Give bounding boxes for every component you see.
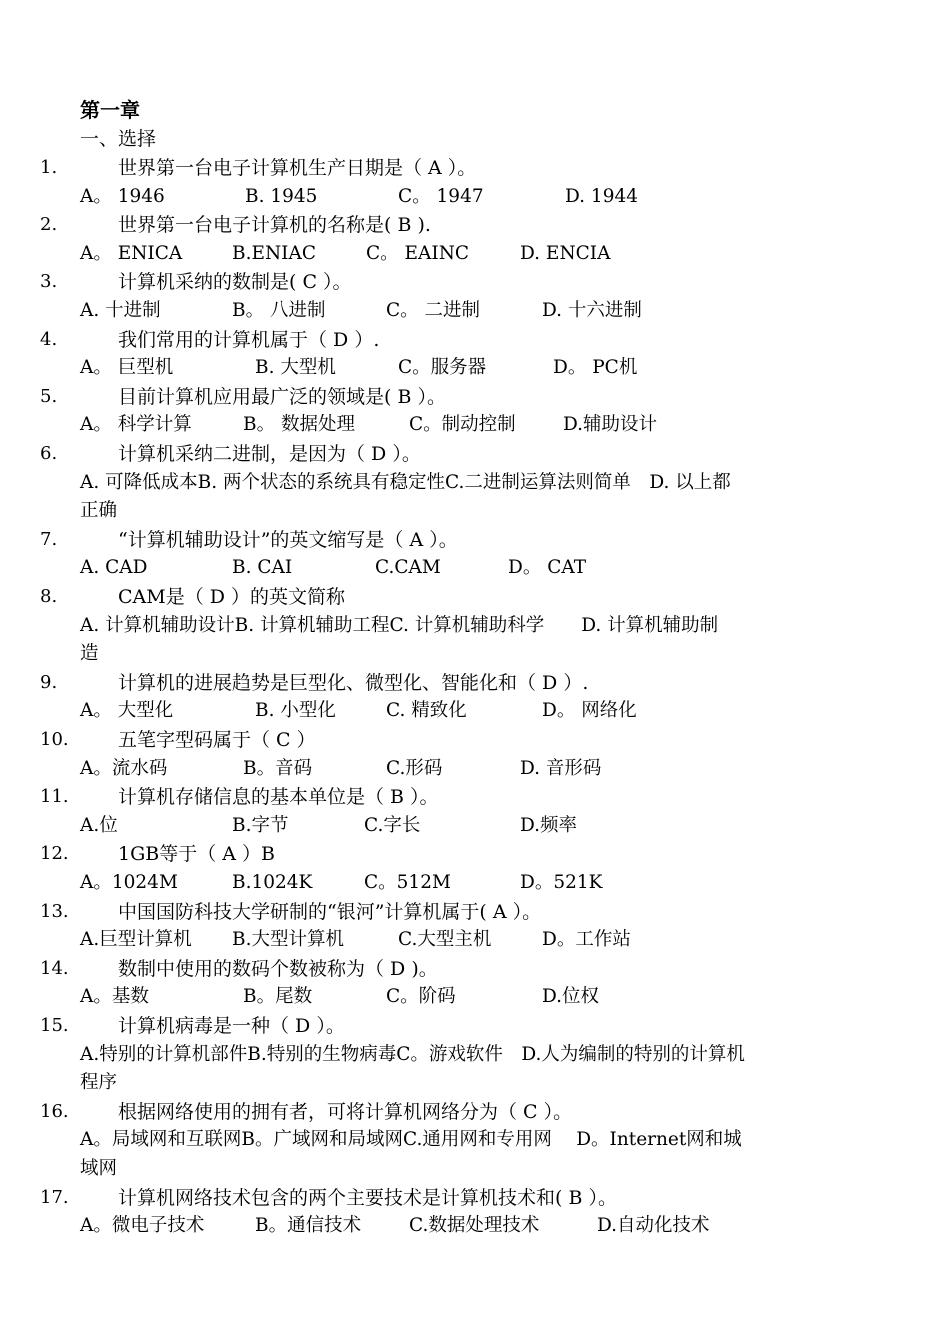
section-heading: 一、选择 [80,128,157,150]
question-number: 4. [40,328,58,350]
answer-option: A。 1946 [80,185,165,207]
answer-option: A. CAD [80,557,148,579]
answer-option: C.数据处理技术 [409,1215,540,1237]
answer-option: D.频率 [520,814,578,836]
answer-option: D.辅助设计 [563,414,658,436]
chapter-title: 第一章 [80,98,140,122]
question-text: 计算机采纳二进制，是因为（ D ）。 [118,443,421,465]
question-text: 世界第一台电子计算机生产日期是（ A ）。 [118,157,477,179]
answer-option: B。尾数 [243,986,313,1008]
answer-options-line: A. 计算机辅助设计B. 计算机辅助工程C. 计算机辅助科学 D. 计算机辅助制 [80,614,719,636]
question-text: 中国国防科技大学研制的“银河”计算机属于( A ）。 [118,900,542,923]
question-number: 2. [40,214,58,236]
question-text: 计算机采纳的数制是( C ）。 [118,271,352,294]
answer-option: A。 ENICA [80,242,183,264]
question-text: 根据网络使用的拥有者，可将计算机网络分为（ C ）。 [118,1100,573,1123]
question-text: 五笔字型码属于（ C ） [118,729,316,751]
question-number: 8. [40,586,58,607]
question-text: 计算机的进展趋势是巨型化、微型化、智能化和（ D ）. [118,671,589,694]
question-number: 6. [40,443,58,464]
answer-option: D。 PC机 [553,357,638,379]
answer-option: D。 网络化 [542,700,637,722]
answer-option: D.位权 [542,986,600,1008]
answer-option: B. 小型化 [255,700,336,722]
question-number: 10. [40,729,69,750]
answer-option: C。制动控制 [409,414,516,436]
question-number: 14. [40,957,69,979]
answer-option: B。音码 [243,757,313,779]
question-number: 13. [40,900,69,922]
question-text: “计算机辅助设计”的英文缩写是（ A ）。 [118,528,458,551]
answer-option: C。512M [364,872,451,893]
answer-option: B. 1945 [245,185,318,207]
answer-options-line: A.特别的计算机部件B.特别的生物病毒C。游戏软件 D.人为编制的特别的计算机 [80,1043,745,1065]
answer-option: C.大型主机 [398,929,492,951]
answer-option: A。基数 [80,986,149,1008]
question-number: 15. [40,1015,69,1036]
answer-option: A。 大型化 [80,700,174,722]
answer-option: D。工作站 [542,929,631,951]
answer-options-line: 正确 [80,500,118,522]
answer-option: B。 八进制 [232,300,326,321]
question-number: 1. [40,157,58,178]
question-number: 17. [40,1186,69,1208]
answer-option: B.1024K [232,872,313,893]
answer-option: D.自动化技术 [597,1215,710,1237]
answer-option: C.字长 [364,814,421,836]
answer-options-line: 造 [80,643,99,665]
question-number: 9. [40,671,58,693]
question-number: 7. [40,528,58,550]
answer-option: C。 EAINC [366,242,470,264]
answer-option: A。微电子技术 [80,1215,205,1237]
question-number: 16. [40,1100,69,1122]
answer-option: A。 巨型机 [80,357,174,379]
question-text: 计算机病毒是一种（ D ）。 [118,1015,345,1037]
answer-option: B。 数据处理 [243,414,355,436]
answer-option: D。521K [520,872,603,893]
question-text: 我们常用的计算机属于（ D ）. [118,328,380,351]
answer-option: C。阶码 [386,986,456,1008]
question-text: 计算机存储信息的基本单位是（ B ）。 [118,786,439,809]
question-text: 数制中使用的数码个数被称为（ D )。 [118,957,438,980]
answer-options-line: A. 可降低成本B. 两个状态的系统具有稳定性C.二进制运算法则简单 D. 以上都 [80,471,731,493]
answer-option: B.大型计算机 [232,929,344,951]
question-text: 1GB等于（ A ）B [118,843,275,866]
answer-option: D. 音形码 [520,757,602,779]
answer-option: B.ENIAC [232,242,316,264]
question-text: 计算机网络技术包含的两个主要技术是计算机技术和( B ）。 [118,1186,617,1209]
answer-options-line: 程序 [80,1072,118,1094]
question-number: 5. [40,385,58,407]
answer-option: D. ENCIA [520,242,611,264]
answer-option: D. 1944 [565,185,639,207]
question-number: 12. [40,843,69,865]
answer-option: B. CAI [232,557,293,579]
question-text: 世界第一台电子计算机的名称是( B ). [118,214,431,237]
answer-option: C. 精致化 [386,700,467,722]
answer-option: D。 CAT [508,557,587,579]
answer-option: A. 十进制 [80,300,161,321]
question-number: 3. [40,271,58,293]
answer-option: C。服务器 [398,357,487,379]
question-text: CAM是（ D ）的英文简称 [118,586,346,608]
answer-option: A.位 [80,814,118,836]
answer-option: C.形码 [386,757,443,779]
answer-options-line: A。局域网和互联网B。广域网和局域网C.通用网和专用网 D。Internet网和城 [80,1129,742,1151]
answer-option: A。流水码 [80,757,168,779]
question-text: 目前计算机应用最广泛的领域是( B ）。 [118,385,446,408]
answer-option: A。 科学计算 [80,414,192,436]
answer-option: B。通信技术 [255,1215,362,1237]
answer-option: C.CAM [375,557,441,579]
answer-option: A。1024M [80,872,178,893]
answer-options-line: 域网 [80,1158,118,1179]
question-number: 11. [40,786,69,808]
answer-option: C。 1947 [398,185,484,207]
answer-option: B. 大型机 [255,357,336,379]
answer-option: A.巨型计算机 [80,929,192,951]
answer-option: D. 十六进制 [542,300,642,321]
answer-option: B.字节 [232,814,289,836]
answer-option: C。 二进制 [386,300,481,321]
